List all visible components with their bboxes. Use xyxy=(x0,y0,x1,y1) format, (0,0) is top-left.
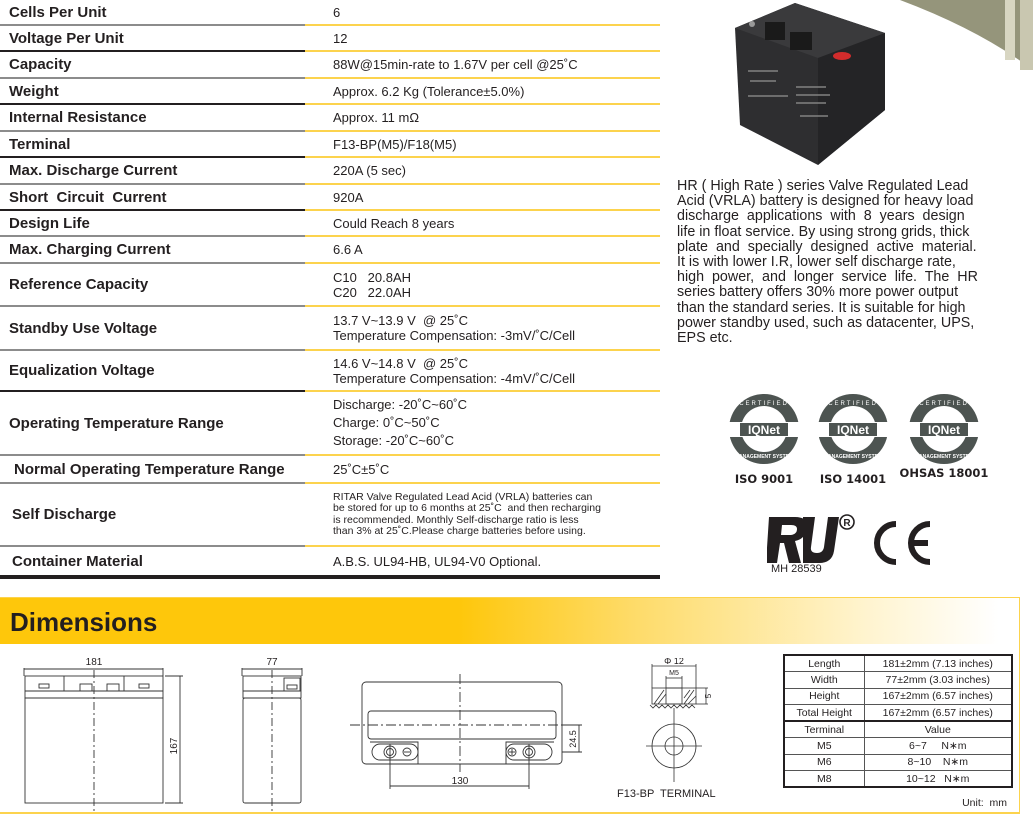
iqnet-badge-icon xyxy=(816,392,890,466)
spec-row xyxy=(0,185,660,211)
svg-text:CERTIFIED: CERTIFIED xyxy=(828,401,878,407)
torque-row: M5 6~7 N∗m xyxy=(784,738,1012,755)
dim-row: Length 181±2mm (7.13 inches) xyxy=(784,655,1012,672)
svg-text:5: 5 xyxy=(704,693,713,699)
spec-row xyxy=(0,264,660,307)
spec-label: Design Life xyxy=(0,211,305,237)
spec-label: Standby Use Voltage xyxy=(0,307,305,351)
cert-iso-9001 xyxy=(722,392,806,486)
spec-row xyxy=(0,547,660,579)
cert-label: OHSAS 18001 xyxy=(899,466,989,480)
top-view-drawing xyxy=(340,674,590,799)
svg-text:MANAGEMENT SYSTEM: MANAGEMENT SYSTEM xyxy=(914,454,974,460)
spec-row xyxy=(0,351,660,392)
spec-row xyxy=(0,0,660,26)
battery-product-image xyxy=(700,0,1033,170)
cert-iso-14001 xyxy=(811,392,895,486)
spec-row xyxy=(0,105,660,132)
dimensions-section xyxy=(0,597,1020,814)
svg-text:77: 77 xyxy=(266,657,278,668)
product-description: HR ( High Rate ) series Valve Regulated Lead Acid (VRLA) battery is designed for heavy load discharge applications with 8 years design life in float service. By using strong grids, thick plate and specially designed active material. It is with lower I.R, lower self discharge rate, high power, and longer service life. The HR series battery offers 30% more power output than the standard series. It is suitable for high power standby used, such as datacenter, UPS, EPS etc. xyxy=(677,179,978,347)
spec-label: Short Circuit Current xyxy=(0,185,305,211)
spec-label: Internal Resistance xyxy=(0,105,305,132)
spec-row xyxy=(0,132,660,158)
spec-label: Weight xyxy=(0,79,305,105)
spec-label: Voltage Per Unit xyxy=(0,26,305,52)
spec-label: Max. Charging Current xyxy=(0,237,305,264)
dimensions-title: Dimensions xyxy=(10,607,158,637)
spec-row xyxy=(0,484,660,547)
torque-header-row: Terminal Value xyxy=(784,721,1012,738)
svg-text:MANAGEMENT SYSTEM: MANAGEMENT SYSTEM xyxy=(734,454,794,460)
spec-row xyxy=(0,456,660,484)
spec-row xyxy=(0,79,660,105)
iqnet-badge-icon xyxy=(727,392,801,466)
spec-value: 25˚C±5˚C xyxy=(305,456,660,484)
spec-value: Approx. 6.2 Kg (Tolerance±5.0%) xyxy=(305,79,660,105)
dimension-table xyxy=(783,654,1013,788)
spec-label: Terminal xyxy=(0,132,305,158)
front-view-drawing xyxy=(20,656,190,816)
svg-text:IQNet: IQNet xyxy=(747,423,781,437)
spec-value: 12 xyxy=(305,26,660,52)
spec-row xyxy=(0,52,660,79)
spec-label: Max. Discharge Current xyxy=(0,158,305,185)
svg-text:CERTIFIED: CERTIFIED xyxy=(919,401,969,407)
cert-ohsas-18001 xyxy=(898,392,990,480)
svg-text:CERTIFIED: CERTIFIED xyxy=(739,401,789,407)
spec-row xyxy=(0,237,660,264)
spec-value: F13-BP(M5)/F18(M5) xyxy=(305,132,660,158)
spec-row xyxy=(0,26,660,52)
spec-value: RITAR Valve Regulated Lead Acid (VRLA) batteries can be stored for up to 6 months at 25˚C and then recharging is recommended. Monthly Self-discharge ratio is less than 3% at 25˚C.Please charge batteries before using. xyxy=(305,484,660,547)
spec-table xyxy=(0,0,660,579)
spec-label: Reference Capacity xyxy=(0,264,305,307)
spec-row xyxy=(0,158,660,185)
svg-text:IQNet: IQNet xyxy=(836,423,870,437)
svg-text:167: 167 xyxy=(169,737,180,755)
iqnet-badge-icon xyxy=(907,392,981,466)
spec-row xyxy=(0,392,660,456)
spec-value: Discharge: -20˚C~60˚C Charge: 0˚C~50˚C Storage: -20˚C~60˚C xyxy=(305,392,660,456)
ce-mark-icon xyxy=(872,520,934,566)
spec-row xyxy=(0,211,660,237)
unit-label: Unit: mm xyxy=(962,797,1007,809)
dim-row: Width 77±2mm (3.03 inches) xyxy=(784,672,1012,689)
spec-label: Cells Per Unit xyxy=(0,0,305,26)
spec-value: 13.7 V~13.9 V @ 25˚C Temperature Compensation: -3mV/˚C/Cell xyxy=(305,307,660,351)
torque-row: M6 8~10 N∗m xyxy=(784,754,1012,771)
spec-label: Capacity xyxy=(0,52,305,79)
spec-label: Operating Temperature Range xyxy=(0,392,305,456)
torque-row: M8 10~12 N∗m xyxy=(784,771,1012,788)
terminal-type-label: F13-BP TERMINAL xyxy=(617,788,716,800)
spec-label: Container Material xyxy=(0,547,305,579)
spec-value: 6 xyxy=(305,0,660,26)
spec-value: 220A (5 sec) xyxy=(305,158,660,185)
svg-text:MANAGEMENT SYSTEM: MANAGEMENT SYSTEM xyxy=(823,454,883,460)
terminal-detail-drawing xyxy=(640,658,720,788)
spec-value: 14.6 V~14.8 V @ 25˚C Temperature Compensation: -4mV/˚C/Cell xyxy=(305,351,660,392)
dimensions-header xyxy=(0,598,1019,644)
spec-label: Self Discharge xyxy=(0,484,305,547)
spec-value: 920A xyxy=(305,185,660,211)
dim-row: Total Height 167±2mm (6.57 inches) xyxy=(784,705,1012,722)
spec-value: A.B.S. UL94-HB, UL94-V0 Optional. xyxy=(305,547,660,579)
spec-row xyxy=(0,307,660,351)
svg-text:130: 130 xyxy=(451,776,469,787)
dim-row: Height 167±2mm (6.57 inches) xyxy=(784,688,1012,705)
svg-text:181: 181 xyxy=(85,657,103,668)
spec-value: Approx. 11 mΩ xyxy=(305,105,660,132)
side-view-drawing xyxy=(236,656,306,816)
svg-text:R: R xyxy=(843,518,851,529)
cert-label: ISO 14001 xyxy=(819,472,887,486)
spec-value: 88W@15min-rate to 1.67V per cell @25˚C xyxy=(305,52,660,79)
spec-value: C10 20.8AH C20 22.0AH xyxy=(305,264,660,307)
svg-text:Φ 12: Φ 12 xyxy=(664,658,684,666)
svg-text:M5: M5 xyxy=(669,670,679,677)
spec-value: 6.6 A xyxy=(305,237,660,264)
spec-label: Equalization Voltage xyxy=(0,351,305,392)
svg-text:IQNet: IQNet xyxy=(927,423,961,437)
svg-text:24.5: 24.5 xyxy=(568,730,578,748)
cert-label: ISO 9001 xyxy=(734,472,794,486)
spec-label: Normal Operating Temperature Range xyxy=(0,456,305,484)
ul-file-number: MH 28539 xyxy=(771,563,822,575)
certification-badges xyxy=(722,392,1012,492)
spec-value: Could Reach 8 years xyxy=(305,211,660,237)
